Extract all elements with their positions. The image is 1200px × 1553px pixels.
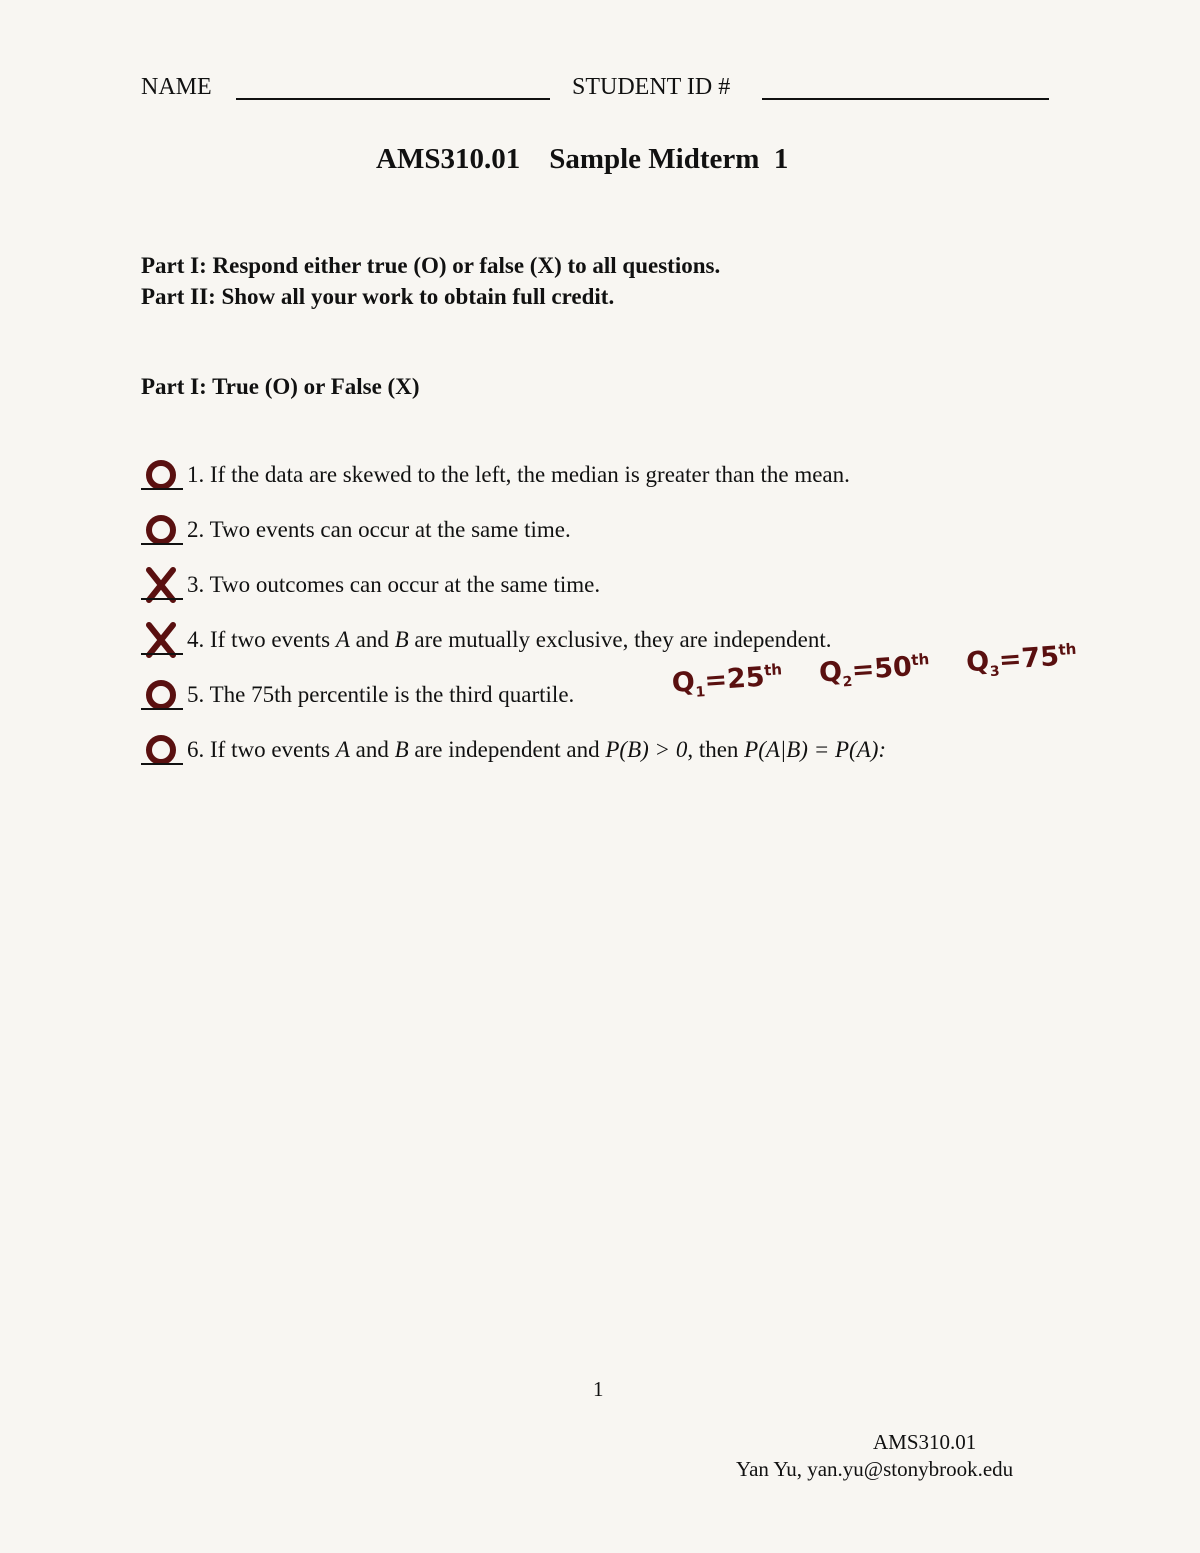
condition-conditional: P(A|B) = P(A):: [744, 737, 887, 762]
answer-line[interactable]: [141, 763, 183, 765]
question-text-before: If two events: [210, 627, 336, 652]
name-field[interactable]: [236, 98, 550, 100]
page-number: 1: [593, 1377, 604, 1401]
variable-b: B: [394, 627, 409, 652]
question-number: 5.: [187, 682, 205, 707]
variable-a: A: [335, 737, 350, 762]
variable-b: B: [394, 737, 409, 762]
question-text-and: and: [349, 627, 395, 652]
question-text-and: and: [349, 737, 395, 762]
question-text-then: , then: [687, 737, 745, 762]
footer-course: AMS310.01: [873, 1430, 977, 1454]
question-text-before: If two events: [210, 737, 336, 762]
question-text-mid: are independent and: [408, 737, 606, 762]
section-heading: Part I: True (O) or False (X): [141, 374, 420, 399]
question-number: 1.: [187, 462, 205, 487]
page-title: AMS310.01 Sample Midterm 1: [376, 143, 789, 175]
instruction-part-1: Part I: Respond either true (O) or false (X) to all questions.: [141, 253, 721, 278]
question-text: The 75th percentile is the third quartile.: [209, 682, 575, 707]
answer-line[interactable]: [141, 708, 183, 710]
question-text-after: are mutually exclusive, they are independent.: [408, 627, 832, 652]
question-number: 3.: [187, 572, 205, 597]
variable-a: A: [335, 627, 350, 652]
answer-line[interactable]: [141, 488, 183, 490]
question-text: Two outcomes can occur at the same time.: [209, 572, 601, 597]
question-text: If the data are skewed to the left, the median is greater than the mean.: [210, 462, 850, 487]
student-id-label: STUDENT ID #: [572, 74, 731, 100]
instruction-part-2: Part II: Show all your work to obtain full credit.: [141, 284, 615, 309]
handwritten-q3: $Q_3=75th$: [965, 639, 1077, 681]
answer-line[interactable]: [141, 598, 183, 600]
handwritten-q1: $Q_1=25th$: [670, 660, 783, 701]
answer-line[interactable]: [141, 543, 183, 545]
question-text: Two events can occur at the same time.: [209, 517, 571, 542]
answer-line[interactable]: [141, 653, 183, 655]
name-label: NAME: [141, 74, 212, 100]
question-number: 4.: [187, 627, 205, 652]
student-id-field[interactable]: [762, 98, 1049, 100]
footer-author: Yan Yu, yan.yu@stonybrook.edu: [736, 1457, 1014, 1481]
question-number: 6.: [187, 737, 205, 762]
condition-pb: P(B) > 0: [605, 737, 688, 762]
handwritten-q2: $Q_2=50th$: [818, 650, 930, 691]
question-number: 2.: [187, 517, 205, 542]
